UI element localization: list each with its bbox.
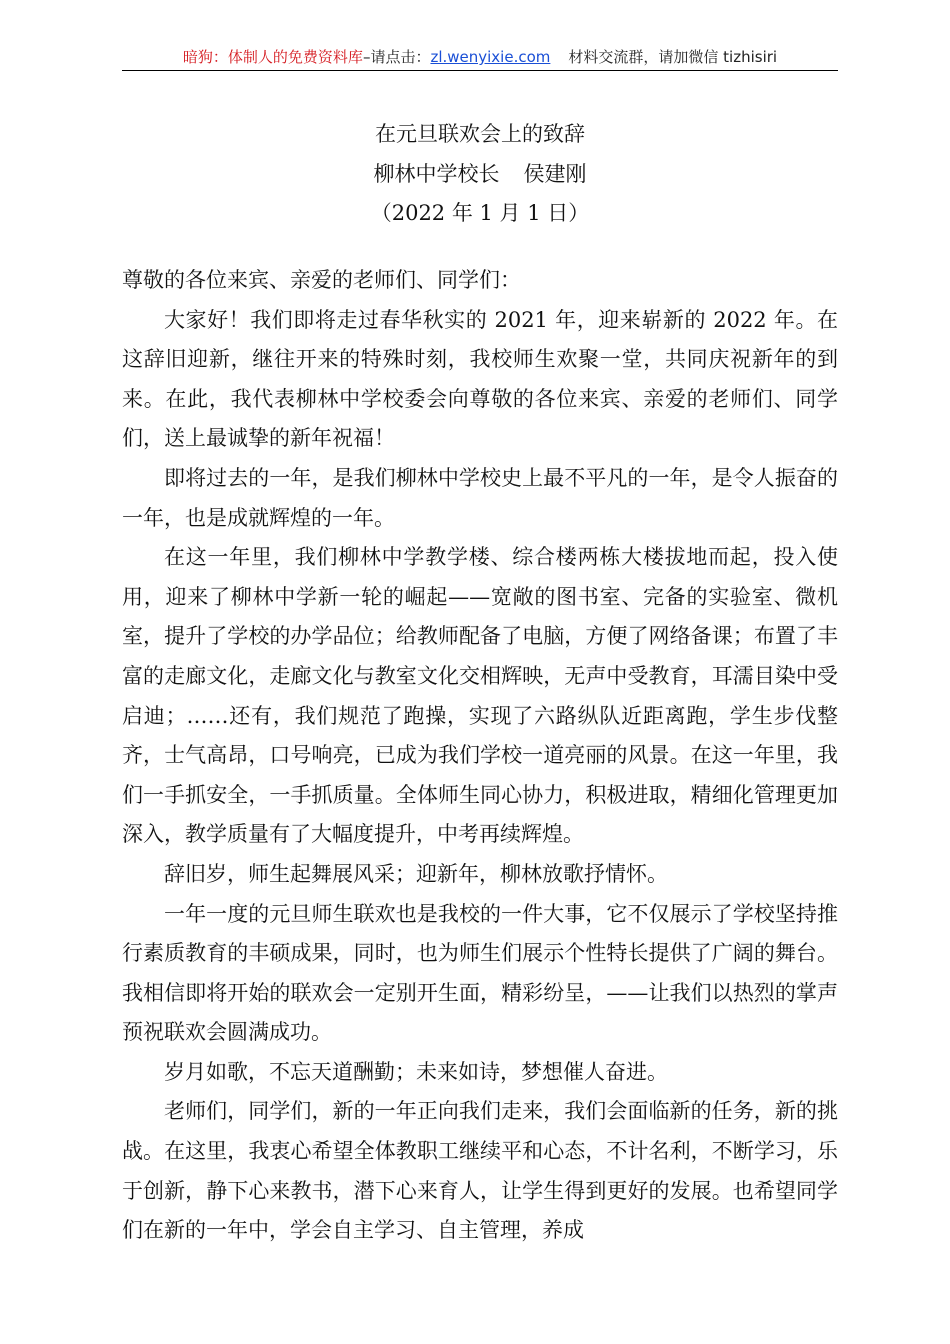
speech-date: （2022 年 1 月 1 日） — [370, 201, 590, 225]
author-title: 柳林中学校长 — [373, 162, 500, 186]
page-header — [122, 44, 838, 71]
speech-body — [122, 261, 838, 1251]
paragraph: 大家好！我们即将走过春华秋实的 2021 年，迎来崭新的 2022 年。在这辞旧迎新，继往开来的特殊时刻，我校师生欢聚一堂，共同庆祝新年的到来。在此，我代表柳林中学校委会向尊敬的各位来宾、亲爱的老师们、同学们，送上最诚挚的新年祝福！ — [122, 307, 838, 451]
paragraph: 老师们，同学们，新的一年正向我们走来，我们会面临新的任务，新的挑战。在这里，我衷心希望全体教职工继续平和心态，不计名利，不断学习，乐于创新，静下心来教书，潜下心来育人，让学生得到更好的发展。也希望同学们在新的一年中，学会自主学习、自主管理，养成 — [122, 1099, 838, 1243]
paragraph: 一年一度的元旦师生联欢也是我校的一件大事，它不仅展示了学校坚持推行素质教育的丰硕成果，同时，也为师生们展示个性特长提供了广阔的舞台。我相信即将开始的联欢会一定别开生面，精彩纷呈，——让我们以热烈的掌声预祝联欢会圆满成功。 — [122, 901, 838, 1045]
paragraph: 即将过去的一年，是我们柳林中学校史上最不平凡的一年，是令人振奋的一年，也是成就辉煌的一年。 — [122, 465, 838, 530]
salutation: 尊敬的各位来宾、亲爱的老师们、同学们： — [122, 268, 521, 292]
header-link[interactable]: zl.wenyixie.com — [430, 48, 551, 66]
paragraph: 在这一年里，我们柳林中学教学楼、综合楼两栋大楼拔地而起，投入使用，迎来了柳林中学新一轮的崛起——宽敞的图书室、完备的实验室、微机室，提升了学校的办学品位；给教师配备了电脑，方便了网络备课；布置了丰富的走廊文化，走廊文化与教室文化交相辉映，无声中受教育，耳濡目染中受启迪；……还有，我们规范了跑操，实现了六路纵队近距离跑，学生步伐整齐，士气高昂，口号响亮，已成为我们学校一道亮丽的风景。在这一年里，我们一手抓安全，一手抓质量。全体师生同心协力，积极进取，精细化管理更加深入，教学质量有了大幅度提升，中考再续辉煌。 — [122, 545, 838, 847]
author-line — [122, 158, 838, 188]
document-title: 在元旦联欢会上的致辞 — [375, 122, 585, 146]
header-wechat-note: 材料交流群，请加微信 tizhisiri — [568, 48, 778, 66]
header-brand: 暗狗：体制人的免费资料库 — [182, 48, 363, 66]
author-name: 侯建刚 — [523, 162, 587, 186]
paragraph: 岁月如歌，不忘天道酬勤；未来如诗，梦想催人奋进。 — [164, 1059, 668, 1084]
paragraph: 辞旧岁，师生起舞展风采；迎新年，柳林放歌抒情怀。 — [164, 861, 668, 886]
header-prompt: –请点击： — [362, 48, 431, 66]
